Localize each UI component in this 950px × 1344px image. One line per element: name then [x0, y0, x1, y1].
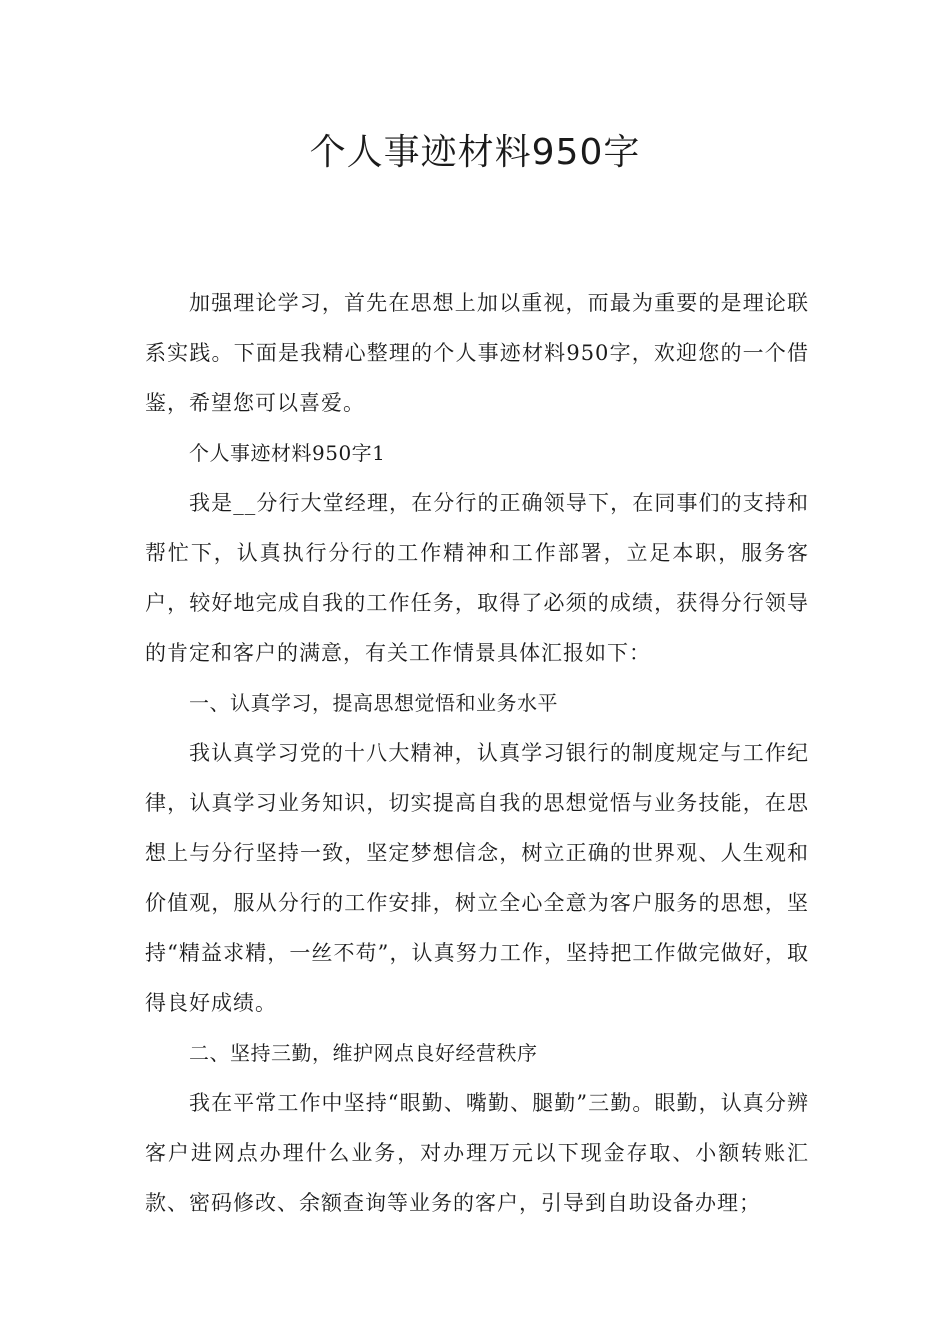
- paragraph-intro: 加强理论学习，首先在思想上加以重视，而最为重要的是理论联系实践。下面是我精心整理的个人事迹材料950字，欢迎您的一个借鉴，希望您可以喜爱。: [145, 291, 809, 415]
- document-body: [145, 278, 809, 1228]
- section-heading-diligence: 二、坚持三勤，维护网点良好经营秩序: [189, 1041, 538, 1065]
- section-heading-study: 一、认真学习，提高思想觉悟和业务水平: [189, 691, 558, 715]
- section-heading-1: 个人事迹材料950字1: [189, 441, 386, 465]
- paragraph-study: 我认真学习党的十八大精神，认真学习银行的制度规定与工作纪律，认真学习业务知识，切实提高自我的思想觉悟与业务技能，在思想上与分行坚持一致，坚定梦想信念，树立正确的世界观、人生观和价值观，服从分行的工作安排，树立全心全意为客户服务的思想，坚持“精益求精，一丝不苟”，认真努力工作，坚持把工作做完做好，取得良好成绩。: [145, 741, 809, 1015]
- paragraph-diligence: 我在平常工作中坚持“眼勤、嘴勤、腿勤”三勤。眼勤，认真分辨客户进网点办理什么业务，对办理万元以下现金存取、小额转账汇款、密码修改、余额查询等业务的客户，引导到自助设备办理；: [145, 1091, 809, 1215]
- document-title: 个人事迹材料950字: [309, 132, 641, 173]
- paragraph-self-intro: 我是__分行大堂经理，在分行的正确领导下，在同事们的支持和帮忙下，认真执行分行的工作精神和工作部署，立足本职，服务客户，较好地完成自我的工作任务，取得了必须的成绩，获得分行领导的肯定和客户的满意，有关工作情景具体汇报如下：: [145, 491, 809, 665]
